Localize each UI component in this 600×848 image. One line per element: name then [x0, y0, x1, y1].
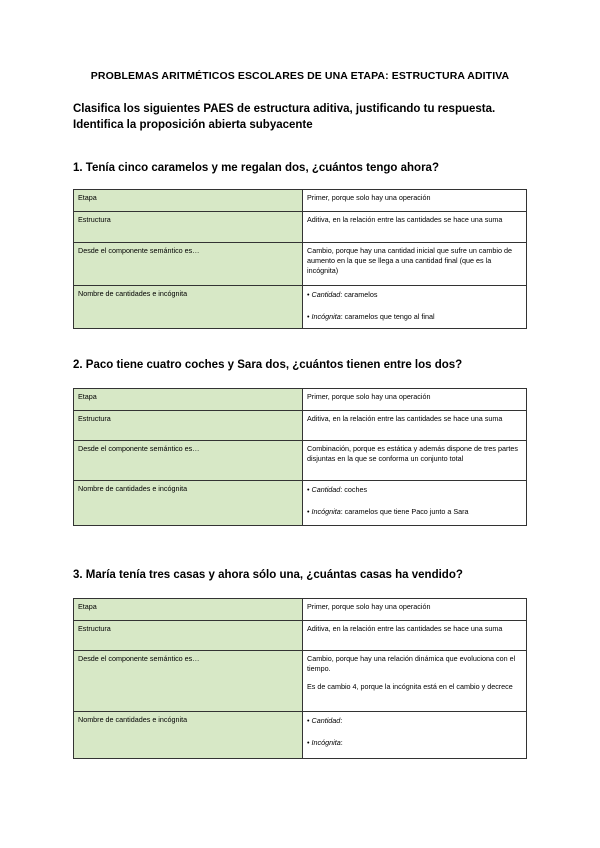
table-row — [74, 441, 527, 481]
row-label-etapa: Etapa — [74, 190, 303, 212]
row-label-componente-semantico: Desde el componente semántico es… — [74, 441, 303, 481]
row-label-cantidades: Nombre de cantidades e incógnita — [74, 712, 303, 759]
row-value-etapa: Primer, porque solo hay una operación — [303, 190, 527, 212]
row-value-etapa: Primer, porque solo hay una operación — [303, 599, 527, 621]
instruction-line-2: Identifica la proposición abierta subyacente — [73, 119, 313, 131]
table-row — [74, 190, 527, 212]
row-label-cantidades: Nombre de cantidades e incógnita — [74, 481, 303, 526]
row-value-estructura: Aditiva, en la relación entre las cantidades se hace una suma — [303, 621, 527, 651]
row-value-etapa: Primer, porque solo hay una operación — [303, 389, 527, 411]
problem-2-title: 2. Paco tiene cuatro coches y Sara dos, ¿cuántos tienen entre los dos? — [73, 359, 463, 371]
list-item: • Cantidad: caramelos — [307, 290, 378, 299]
problem-3-table — [73, 598, 527, 759]
row-label-componente-semantico: Desde el componente semántico es… — [74, 243, 303, 286]
list-item: • Cantidad: coches — [307, 485, 368, 494]
problem-1-title: 1. Tenía cinco caramelos y me regalan dos, ¿cuántos tengo ahora? — [73, 162, 439, 174]
table-row — [74, 212, 527, 243]
table-row — [74, 481, 527, 526]
row-value-cantidades — [303, 286, 527, 329]
table-row — [74, 712, 527, 759]
table-row — [74, 599, 527, 621]
value-paragraph: Es de cambio 4, porque la incógnita está en el cambio y decrece — [307, 682, 513, 691]
table-row — [74, 621, 527, 651]
row-value-estructura: Aditiva, en la relación entre las cantidades se hace una suma — [303, 411, 527, 441]
row-value-estructura: Aditiva, en la relación entre las cantidades se hace una suma — [303, 212, 527, 243]
list-item: • Incógnita: — [307, 738, 343, 747]
row-value-componente-semantico — [303, 651, 527, 712]
row-value-componente-semantico: Combinación, porque es estática y además dispone de tres partes disjuntas en la que se conforma un conjunto total — [303, 441, 527, 481]
instructions — [73, 101, 543, 133]
row-label-etapa: Etapa — [74, 599, 303, 621]
list-item: • Cantidad: — [307, 716, 343, 725]
value-paragraph: Cambio, porque hay una relación dinámica que evoluciona con el tiempo. — [307, 654, 516, 673]
list-item: • Incógnita: caramelos que tengo al final — [307, 312, 435, 321]
row-value-componente-semantico: Cambio, porque hay una cantidad inicial que sufre un cambio de aumento en la que se llega a una cantidad final (que es la incógnita) — [303, 243, 527, 286]
row-label-estructura: Estructura — [74, 621, 303, 651]
row-label-cantidades: Nombre de cantidades e incógnita — [74, 286, 303, 329]
table-row — [74, 651, 527, 712]
table-row — [74, 411, 527, 441]
row-label-estructura: Estructura — [74, 411, 303, 441]
row-value-cantidades — [303, 481, 527, 526]
problem-1-table — [73, 189, 527, 329]
row-label-componente-semantico: Desde el componente semántico es… — [74, 651, 303, 712]
row-label-etapa: Etapa — [74, 389, 303, 411]
table-row — [74, 243, 527, 286]
table-row — [74, 389, 527, 411]
document-title: PROBLEMAS ARITMÉTICOS ESCOLARES DE UNA ETAPA: ESTRUCTURA ADITIVA — [90, 70, 510, 82]
row-label-estructura: Estructura — [74, 212, 303, 243]
instruction-line-1: Clasifica los siguientes PAES de estructura aditiva, justificando tu respuesta. — [73, 103, 496, 115]
list-item: • Incógnita: caramelos que tiene Paco junto a Sara — [307, 507, 469, 516]
problem-2-table — [73, 388, 527, 526]
problem-3-title: 3. María tenía tres casas y ahora sólo una, ¿cuántas casas ha vendido? — [73, 569, 463, 581]
row-value-cantidades — [303, 712, 527, 759]
table-row — [74, 286, 527, 329]
